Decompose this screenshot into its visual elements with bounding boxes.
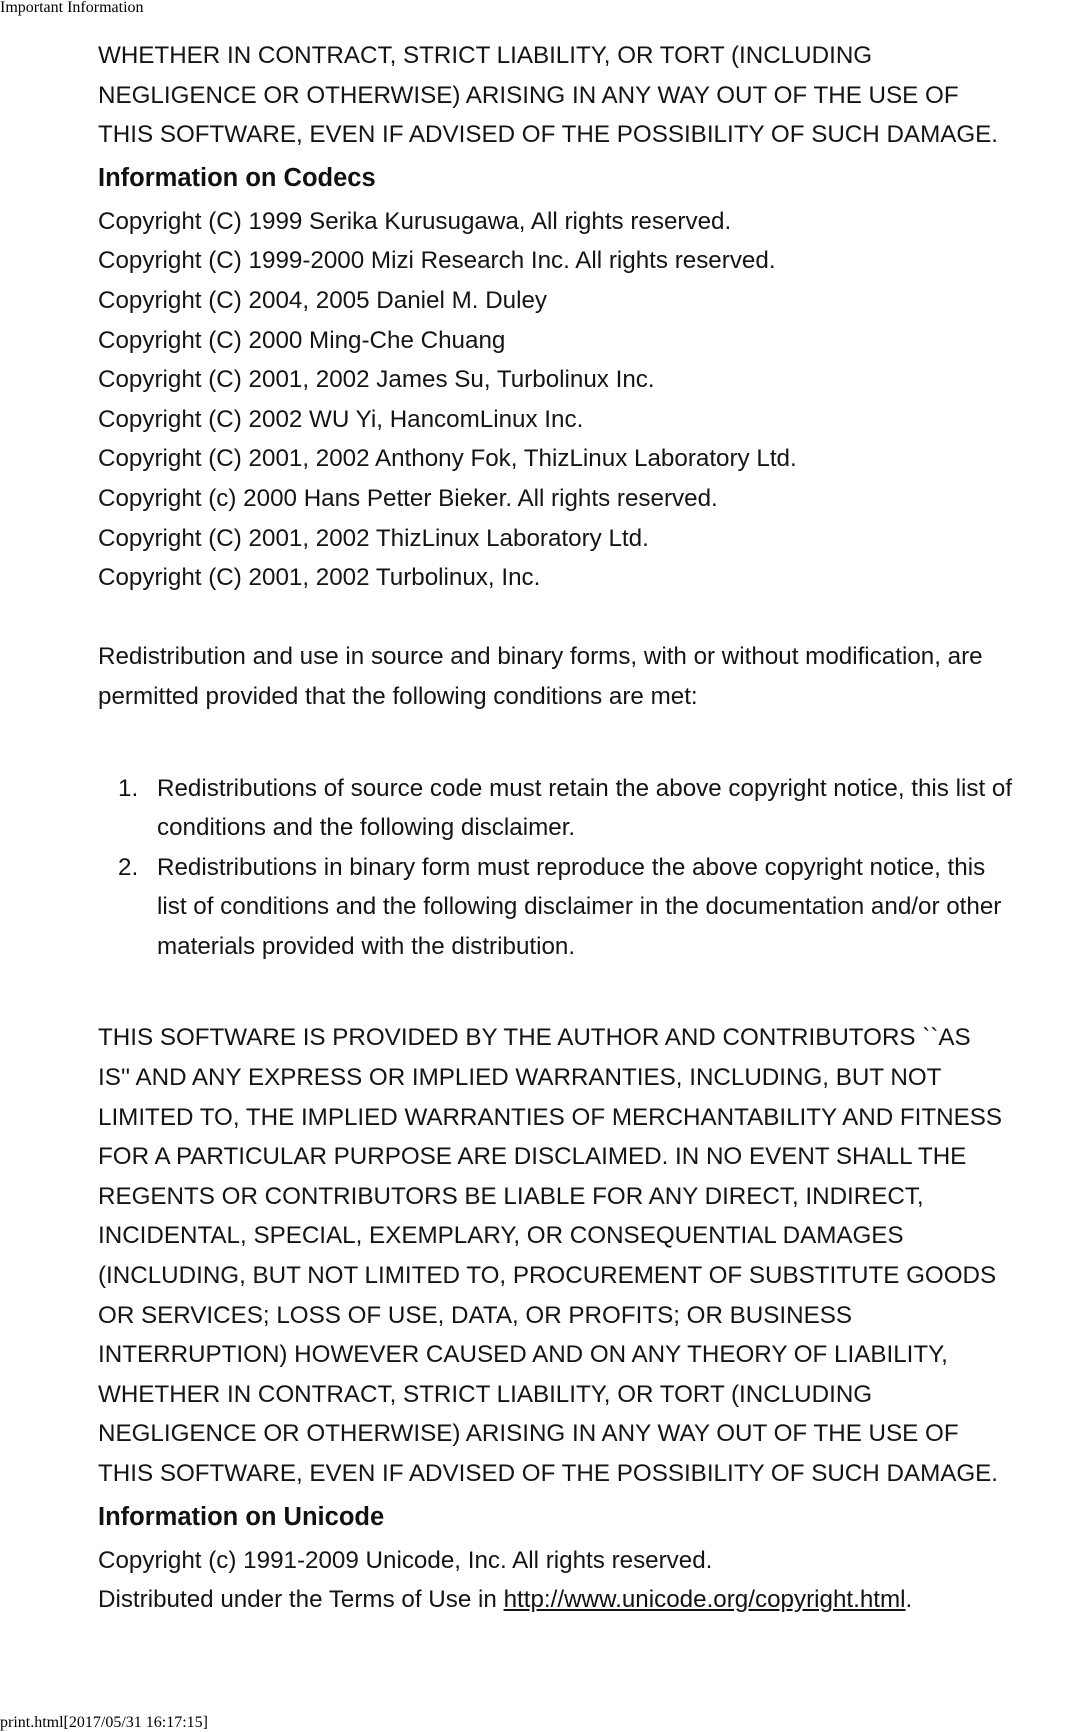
copyright-line: Copyright (C) 2001, 2002 James Su, Turbolinux Inc.	[98, 366, 655, 394]
unicode-section	[98, 1541, 1088, 1620]
copyright-line: Copyright (C) 1999 Serika Kurusugawa, All rights reserved.	[98, 207, 732, 235]
disclaimer-line: THIS SOFTWARE, EVEN IF ADVISED OF THE POSSIBILITY OF SUCH DAMAGE.	[98, 1460, 999, 1487]
unicode-copyright: Copyright (c) 1991-2009 Unicode, Inc. All rights reserved.	[98, 1546, 713, 1574]
copyright-line: Copyright (C) 2002 WU Yi, HancomLinux Inc.	[98, 405, 584, 433]
disclaimer-line: (INCLUDING, BUT NOT LIMITED TO, PROCUREMENT OF SUBSTITUTE GOODS	[98, 1262, 997, 1290]
condition-line: list of conditions and the following disclaimer in the documentation and/or other	[157, 893, 1002, 921]
condition-number: 2.	[118, 853, 139, 881]
disclaimer-top-line: THIS SOFTWARE, EVEN IF ADVISED OF THE POSSIBILITY OF SUCH DAMAGE.	[98, 121, 999, 149]
disclaimer-line: LIMITED TO, THE IMPLIED WARRANTIES OF MERCHANTABILITY AND FITNESS	[98, 1103, 1003, 1131]
redistribution-line: Redistribution and use in source and binary forms, with or without modification, are	[98, 643, 983, 671]
condition-item	[98, 848, 1088, 967]
disclaimer-top	[98, 36, 1088, 155]
condition-line: materials provided with the distribution.	[157, 932, 576, 960]
disclaimer-top-line: NEGLIGENCE OR OTHERWISE) ARISING IN ANY WAY OUT OF THE USE OF	[98, 81, 959, 109]
unicode-copyright-link[interactable]: http://www.unicode.org/copyright.html	[503, 1586, 906, 1614]
redistribution-paragraph	[98, 637, 1088, 716]
copyright-line: Copyright (C) 2001, 2002 Turbolinux, Inc.	[98, 564, 541, 592]
copyright-line: Copyright (C) 2000 Ming-Che Chuang	[98, 326, 506, 354]
disclaimer-line: INTERRUPTION) HOWEVER CAUSED AND ON ANY THEORY OF LIABILITY,	[98, 1341, 948, 1369]
condition-number: 1.	[118, 774, 139, 802]
disclaimer-line: THIS SOFTWARE IS PROVIDED BY THE AUTHOR AND CONTRIBUTORS ``AS	[98, 1024, 971, 1052]
unicode-heading: Information on Unicode	[98, 1502, 385, 1531]
disclaimer-line: IS'' AND ANY EXPRESS OR IMPLIED WARRANTIES, INCLUDING, BUT NOT	[98, 1064, 942, 1092]
condition-item	[98, 769, 1088, 848]
disclaimer-line: INCIDENTAL, SPECIAL, EXEMPLARY, OR CONSEQUENTIAL DAMAGES	[98, 1222, 904, 1250]
condition-line: Redistributions in binary form must reproduce the above copyright notice, this	[157, 853, 986, 881]
condition-line: Redistributions of source code must retain the above copyright notice, this list of	[157, 774, 1013, 802]
copyright-line: Copyright (C) 2001, 2002 Anthony Fok, ThizLinux Laboratory Ltd.	[98, 445, 797, 473]
disclaimer-line: FOR A PARTICULAR PURPOSE ARE DISCLAIMED. IN NO EVENT SHALL THE	[98, 1143, 967, 1171]
disclaimer-line: OR SERVICES; LOSS OF USE, DATA, OR PROFITS; OR BUSINESS	[98, 1301, 852, 1329]
unicode-terms-suffix: .	[905, 1586, 913, 1614]
disclaimer-top-line: WHETHER IN CONTRACT, STRICT LIABILITY, OR TORT (INCLUDING	[98, 42, 873, 69]
codecs-disclaimer	[98, 1018, 1088, 1493]
copyright-line: Copyright (C) 2001, 2002 ThizLinux Laboratory Ltd.	[98, 524, 649, 552]
condition-line: conditions and the following disclaimer.	[157, 814, 576, 842]
copyright-line: Copyright (C) 2004, 2005 Daniel M. Duley	[98, 286, 548, 314]
redistribution-line: permitted provided that the following conditions are met:	[98, 682, 698, 710]
print-footer: print.html[2017/05/31 16:17:15]	[0, 1714, 208, 1731]
unicode-terms-prefix: Distributed under the Terms of Use in	[98, 1586, 504, 1614]
codecs-heading: Information on Codecs	[98, 163, 376, 192]
codecs-copyright-list	[98, 202, 1088, 598]
unicode-terms	[98, 1580, 1088, 1620]
conditions-list	[98, 769, 1088, 967]
disclaimer-line: WHETHER IN CONTRACT, STRICT LIABILITY, OR TORT (INCLUDING	[98, 1380, 873, 1408]
copyright-line: Copyright (c) 2000 Hans Petter Bieker. All rights reserved.	[98, 484, 718, 512]
document-body	[98, 36, 1088, 1620]
disclaimer-line: REGENTS OR CONTRIBUTORS BE LIABLE FOR ANY DIRECT, INDIRECT,	[98, 1182, 924, 1210]
print-header-title: Important Information	[0, 0, 144, 16]
copyright-line: Copyright (C) 1999-2000 Mizi Research Inc. All rights reserved.	[98, 247, 776, 275]
disclaimer-line: NEGLIGENCE OR OTHERWISE) ARISING IN ANY WAY OUT OF THE USE OF	[98, 1420, 959, 1448]
